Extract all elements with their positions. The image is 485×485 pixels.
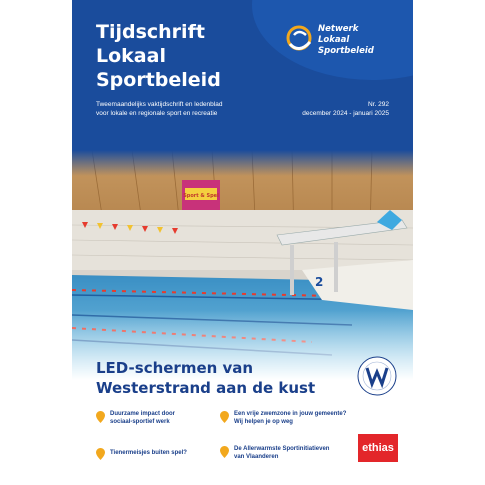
led-screen-text: Sport & Spel: [183, 193, 219, 199]
cover-line-text: Een vrije zwemzone in jouw gemeente?: [234, 411, 347, 417]
cover-line-text: sociaal-sportief werk: [110, 419, 170, 425]
cover-line-item: [96, 410, 236, 432]
logo-wordmark: [318, 24, 374, 57]
cover-line-item: [96, 447, 236, 469]
title-line: Tijdschrift: [96, 21, 205, 43]
cover-headline: [96, 358, 315, 398]
westerstrand-logo-icon: [355, 354, 399, 398]
subtitle-line: voor lokale en regionale sport en recreatie: [96, 110, 218, 117]
lane-number: 2: [315, 275, 324, 289]
swimming-pool-photo: [72, 150, 413, 380]
cover-line-text: van Vlaanderen: [234, 454, 279, 460]
title-line: Lokaal: [96, 45, 166, 67]
cover-lines: [96, 410, 386, 470]
masthead: [72, 0, 413, 175]
cover-line-text: Duurzame impact door: [110, 411, 176, 417]
issue-info: [302, 100, 389, 118]
location-pin-icon: [220, 411, 229, 423]
magazine-title: [96, 20, 221, 92]
logo-line: Netwerk: [318, 24, 359, 34]
logo-line: Sportbeleid: [318, 46, 374, 56]
logo-mark-icon: [284, 24, 316, 56]
location-pin-icon: [96, 448, 105, 460]
cover-line-item: [220, 410, 390, 432]
title-line: Sportbeleid: [96, 69, 221, 91]
magazine-subtitle: [96, 100, 222, 118]
cover-line-text: De Allerwarmste Sportinitiatieven: [234, 446, 330, 452]
subtitle-line: Tweemaandelijks vaktijdschrift en ledenblad: [96, 101, 223, 108]
location-pin-icon: [220, 446, 229, 458]
cover-line-text: Tienermeisjes buiten spel?: [110, 450, 187, 456]
location-pin-icon: [96, 411, 105, 423]
issue-date: december 2024 - januari 2025: [302, 110, 389, 117]
logo-line: Lokaal: [318, 35, 350, 45]
headline-line: LED-schermen van: [96, 359, 254, 377]
headline-line: Westerstrand aan de kust: [96, 379, 316, 397]
magazine-cover: [72, 0, 413, 485]
issue-number: Nr. 292: [368, 101, 389, 108]
cover-line-text: Wij helpen je op weg: [234, 419, 293, 425]
netwerk-logo: [284, 20, 404, 70]
ethias-logo: ethias: [358, 434, 398, 462]
